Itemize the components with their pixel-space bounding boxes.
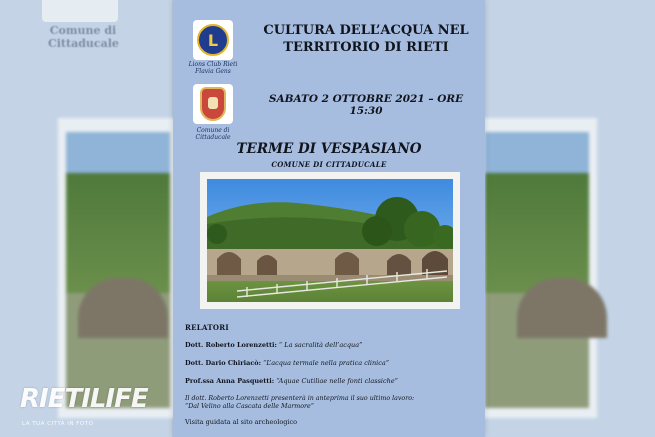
poster-title-line1: CULTURA DELL’ACQUA NEL [263, 23, 469, 38]
background-comune-label: Comune di Cittaducale [48, 24, 119, 50]
comune-caption: Comune di Cittaducale [195, 127, 231, 141]
venue-photo [207, 179, 453, 302]
event-poster [173, 0, 485, 437]
speaker-line [185, 341, 362, 349]
speaker-topic: “L’acqua termale nella pratica clinica” [263, 359, 390, 367]
lions-club-logo [193, 20, 233, 60]
watermark-tagline: LA TUA CITTÀ IN FOTO [22, 421, 94, 427]
lions-emblem-icon: L [197, 24, 229, 56]
speaker-line [185, 377, 398, 385]
poster-title-line2: TERRITORIO DI RIETI [283, 40, 449, 55]
comune-crest-icon [200, 87, 226, 121]
speaker-name: Dott. Roberto Lorenzetti: [185, 341, 277, 349]
poster-title [255, 22, 477, 56]
lions-club-caption: Lions Club Rieti Flavia Gens [188, 61, 238, 75]
guided-visit-note: Visita guidata al sito archeologico [185, 418, 298, 426]
speaker-topic: “ La sacralità dell’acqua” [278, 341, 363, 349]
speaker-name: Dott. Dario Chiriacò: [185, 359, 262, 367]
background-logo [42, 0, 118, 22]
comune-logo [193, 84, 233, 124]
watermark-logo: RIETILIFE [20, 384, 148, 414]
speaker-name: Prof.ssa Anna Pasquetti: [185, 377, 275, 385]
presentation-note-line1: Il dott. Roberto Lorenzetti presenterà in anteprima il suo ultimo lavoro: [185, 395, 415, 402]
speaker-line [185, 359, 389, 367]
venue-photo-frame [200, 172, 460, 309]
roman-baths-illustration [207, 179, 453, 302]
background-left [0, 0, 172, 437]
relatori-heading: RELATORI [185, 323, 229, 332]
event-date: SABATO 2 OTTOBRE 2021 – ORE 15:30 [268, 93, 464, 117]
event-venue: TERME DI VESPASIANO [236, 141, 422, 157]
event-venue-subtitle: COMUNE DI CITTADUCALE [271, 160, 387, 169]
background-photo [58, 118, 178, 418]
background-right [485, 0, 655, 437]
background-photo [477, 118, 597, 418]
speaker-topic: “Aquae Cutiliae nelle fonti classiche” [276, 377, 399, 385]
presentation-note [185, 395, 477, 411]
presentation-note-line2: “Dal Velino alla Cascata delle Marmore” [185, 403, 314, 410]
